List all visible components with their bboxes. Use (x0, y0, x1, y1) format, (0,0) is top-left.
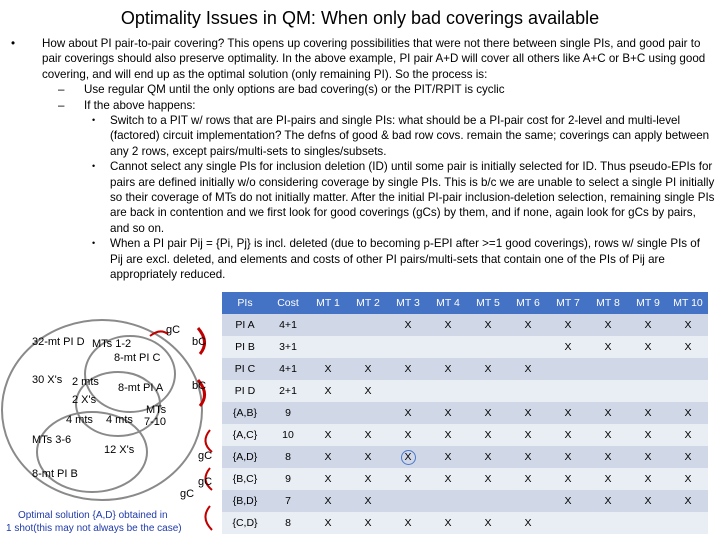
cost-cell: 3+1 (268, 336, 308, 358)
mt-cell: X (548, 490, 588, 512)
label-mts-3-6: MTs 3-6 (32, 434, 72, 446)
mt-cell: X (588, 314, 628, 336)
mt-cell: X (468, 424, 508, 446)
pi-cell: {C,D} (222, 512, 268, 534)
slide-title: Optimality Issues in QM: When only bad coverings available (120, 8, 600, 28)
mt-cell: X (348, 490, 388, 512)
mt-cell: X (628, 490, 668, 512)
dash-item-1 (6, 82, 716, 97)
mt-cell: X (428, 424, 468, 446)
caption-line-2: 1 shot(this may not always be the case) (6, 523, 182, 534)
mt-cell: X (588, 424, 628, 446)
mt-cell: X (428, 468, 468, 490)
mt-cell: X (308, 468, 348, 490)
cost-cell: 7 (268, 490, 308, 512)
mt-cell: X (468, 358, 508, 380)
pi-cell: PI C (222, 358, 268, 380)
mt-cell: X (548, 468, 588, 490)
dash-marker: – (58, 83, 65, 97)
mt-cell: X (428, 446, 468, 468)
mt-cell (508, 380, 548, 402)
label-2-mts: 2 mts (72, 376, 99, 388)
dash-marker: – (58, 98, 65, 112)
mt-cell: X (308, 446, 348, 468)
table-row (222, 512, 708, 534)
label-gc-0: gC (166, 324, 181, 336)
mt-cell: X (628, 424, 668, 446)
label-mts-1-2: MTs 1-2 (92, 338, 132, 350)
mt-cell: X (428, 314, 468, 336)
sub-bullet-3 (6, 236, 716, 282)
table-header-row (222, 292, 708, 314)
pi-cell: {A,C} (222, 424, 268, 446)
header-cell: MT 6 (508, 292, 548, 314)
label-gc-2: gC (198, 476, 213, 488)
header-cell: MT 2 (348, 292, 388, 314)
mt-cell (548, 512, 588, 534)
mt-cell: X (508, 446, 548, 468)
header-cell: MT 7 (548, 292, 588, 314)
mt-cell: X (548, 424, 588, 446)
mt-cell: X (628, 468, 668, 490)
mt-cell: X (508, 358, 548, 380)
label-gc-3: gC (180, 488, 195, 500)
mt-cell: X (588, 446, 628, 468)
pi-cell: {A,B} (222, 402, 268, 424)
label-mts-7-10-b: 7-10 (144, 416, 167, 428)
header-cell: MT 10 (668, 292, 708, 314)
mt-cell (348, 314, 388, 336)
mt-cell: X (388, 314, 428, 336)
mt-cell: X (508, 424, 548, 446)
mt-cell (668, 358, 708, 380)
label-pi-d: 32-mt PI D (32, 336, 85, 348)
arrow-gc-1 (205, 430, 212, 452)
table-row (222, 468, 708, 490)
table-row (222, 380, 708, 402)
mt-cell (668, 380, 708, 402)
dash-item-2-text: If the above happens: (84, 98, 196, 112)
mt-cell: X (508, 468, 548, 490)
mt-cell (508, 336, 548, 358)
pi-cell: {B,C} (222, 468, 268, 490)
mt-cell (348, 336, 388, 358)
mt-cell: X (508, 512, 548, 534)
label-bc-1: bC (192, 336, 207, 348)
cost-cell: 4+1 (268, 358, 308, 380)
label-pi-a: 8-mt PI A (118, 382, 164, 394)
mt-cell: X (588, 490, 628, 512)
mt-cell: X (468, 512, 508, 534)
mt-cell: X (548, 336, 588, 358)
pi-cell: {A,D} (222, 446, 268, 468)
mt-cell: X (628, 336, 668, 358)
table-row (222, 358, 708, 380)
mt-cell: X (388, 358, 428, 380)
pi-cell: PI A (222, 314, 268, 336)
cost-cell: 4+1 (268, 314, 308, 336)
table-row (222, 424, 708, 446)
header-cell: MT 5 (468, 292, 508, 314)
mt-cell (588, 512, 628, 534)
label-pi-c: 8-mt PI C (114, 352, 161, 364)
pi-table (222, 292, 708, 534)
table-row (222, 402, 708, 424)
slide-body (6, 36, 716, 283)
mt-cell: X (388, 424, 428, 446)
mt-cell (308, 314, 348, 336)
mt-cell: X (668, 468, 708, 490)
mt-cell (388, 446, 428, 468)
mt-cell: X (468, 402, 508, 424)
mt-cell (308, 402, 348, 424)
mt-cell (388, 490, 428, 512)
table-row (222, 314, 708, 336)
header-cell: MT 8 (588, 292, 628, 314)
mt-cell: X (668, 336, 708, 358)
mt-cell (468, 380, 508, 402)
cost-cell: 8 (268, 446, 308, 468)
mt-cell: X (508, 314, 548, 336)
circled-mark: X (401, 450, 416, 465)
mt-cell: X (348, 358, 388, 380)
bullet-marker: • (11, 37, 16, 50)
mt-cell: X (668, 402, 708, 424)
mt-cell (588, 358, 628, 380)
sub-bullet-marker: • (92, 161, 96, 172)
mt-cell: X (308, 490, 348, 512)
header-cell: MT 9 (628, 292, 668, 314)
mt-cell: X (388, 402, 428, 424)
dash-item-2 (6, 98, 716, 113)
mt-cell: X (388, 512, 428, 534)
mt-cell (548, 358, 588, 380)
mt-cell: X (588, 402, 628, 424)
mt-cell: X (668, 446, 708, 468)
mt-cell (308, 336, 348, 358)
mt-cell (508, 490, 548, 512)
pi-cell: PI D (222, 380, 268, 402)
cost-cell: 9 (268, 468, 308, 490)
mt-cell: X (428, 402, 468, 424)
dash-item-1-text: Use regular QM until the only options are bad covering(s) or the PIT/RPIT is cyclic (84, 83, 505, 97)
mt-cell (428, 380, 468, 402)
mt-cell: X (668, 490, 708, 512)
cost-cell: 10 (268, 424, 308, 446)
caption-line-1: Optimal solution {A,D} obtained in (18, 510, 168, 521)
mt-cell (468, 336, 508, 358)
mt-cell: X (348, 424, 388, 446)
mt-cell: X (628, 402, 668, 424)
table-row (222, 446, 708, 468)
mt-cell: X (428, 512, 468, 534)
sub-bullet-2-text: Cannot select any single PIs for inclusion deletion (ID) until some pair is initially selected for ID. Thus pseudo-EPIs for pairs are defined initially w/o considering coverage by single PIs. This is b/c we are unable to select a single PI initially so their coverage of MTs do not initially matter. After the initial PI-pair inclusion-deletion selection, remaining single PIs are back in contention and we first look for good coverings (gCs) by them, and if none, again look for gCs by pairs, and so on. (110, 160, 715, 235)
mt-cell: X (308, 358, 348, 380)
sub-bullet-marker: • (92, 238, 96, 249)
sub-bullet-2 (6, 159, 716, 236)
pi-coverage-diagram (0, 292, 225, 540)
header-cell: Cost (268, 292, 308, 314)
mt-cell: X (468, 468, 508, 490)
mt-cell (348, 402, 388, 424)
header-cell: MT 3 (388, 292, 428, 314)
mt-cell: X (628, 446, 668, 468)
sub-bullet-marker: • (92, 115, 96, 126)
label-mts-7-10-a: MTs (146, 404, 167, 416)
label-pi-b: 8-mt PI B (32, 468, 78, 480)
label-4-mts-b: 4 mts (106, 414, 133, 426)
mt-cell: X (668, 314, 708, 336)
mt-cell: X (468, 446, 508, 468)
mt-cell (468, 490, 508, 512)
mt-cell (668, 512, 708, 534)
mt-cell (388, 336, 428, 358)
label-bc-2: bC (192, 380, 207, 392)
mt-cell: X (548, 402, 588, 424)
sub-bullet-1 (6, 113, 716, 159)
main-bullet (6, 36, 716, 82)
table-row (222, 490, 708, 512)
mt-cell: X (428, 358, 468, 380)
mt-cell: X (588, 336, 628, 358)
mt-cell: X (348, 446, 388, 468)
mt-cell: X (548, 446, 588, 468)
mt-cell: X (668, 424, 708, 446)
mt-cell: X (348, 468, 388, 490)
mt-cell (628, 358, 668, 380)
mt-cell: X (308, 380, 348, 402)
pi-cell: PI B (222, 336, 268, 358)
label-2-xs: 2 X's (72, 394, 97, 406)
header-cell: MT 4 (428, 292, 468, 314)
mt-cell (588, 380, 628, 402)
label-30-xs: 30 X's (32, 374, 63, 386)
mt-cell: X (468, 314, 508, 336)
main-bullet-text: How about PI pair-to-pair covering? This opens up covering possibilities that were not there between single PIs, and good pair to pair coverings should also preserve optimality. In the above example, PI pair A+D will cover all others like A+C or B+C using good covering, and will end up as the optimal solution (only remaining PI). So the process is: (42, 37, 706, 81)
mt-cell (548, 380, 588, 402)
mt-cell: X (588, 468, 628, 490)
mt-cell: X (308, 424, 348, 446)
cost-cell: 8 (268, 512, 308, 534)
pi-cell: {B,D} (222, 490, 268, 512)
table-body (222, 314, 708, 534)
mt-cell (628, 380, 668, 402)
sub-bullet-1-text: Switch to a PIT w/ rows that are PI-pairs and single PIs: what should be a PI-pair cost for 2-level and multi-level (factored) circuit implementation? The defns of good & bad row covs. remain the same; coverings can apply between any 2 rows, except pairs/multi-sets to singles/subsets. (110, 114, 710, 158)
mt-cell: X (388, 468, 428, 490)
cost-cell: 2+1 (268, 380, 308, 402)
mt-cell (628, 512, 668, 534)
table-row (222, 336, 708, 358)
mt-cell: X (348, 512, 388, 534)
sub-bullet-3-text: When a PI pair Pij = {Pi, Pj} is incl. deleted (due to becoming p-EPI after >=1 good coverings), rows w/ single PIs of Pij are excl. deleted, and elements and costs of other PI pairs/multi-sets that contain one of the PIs of Pij are appropriately reduced. (110, 237, 700, 282)
arrow-gc-3 (205, 506, 212, 530)
label-gc-1: gC (198, 450, 213, 462)
header-cell: MT 1 (308, 292, 348, 314)
mt-cell: X (548, 314, 588, 336)
mt-cell: X (508, 402, 548, 424)
mt-cell (388, 380, 428, 402)
mt-cell: X (308, 512, 348, 534)
header-cell: PIs (222, 292, 268, 314)
mt-cell: X (628, 314, 668, 336)
mt-cell (428, 490, 468, 512)
label-12-xs: 12 X's (104, 444, 135, 456)
label-4-mts-a: 4 mts (66, 414, 93, 426)
mt-cell: X (348, 380, 388, 402)
cost-cell: 9 (268, 402, 308, 424)
mt-cell (428, 336, 468, 358)
